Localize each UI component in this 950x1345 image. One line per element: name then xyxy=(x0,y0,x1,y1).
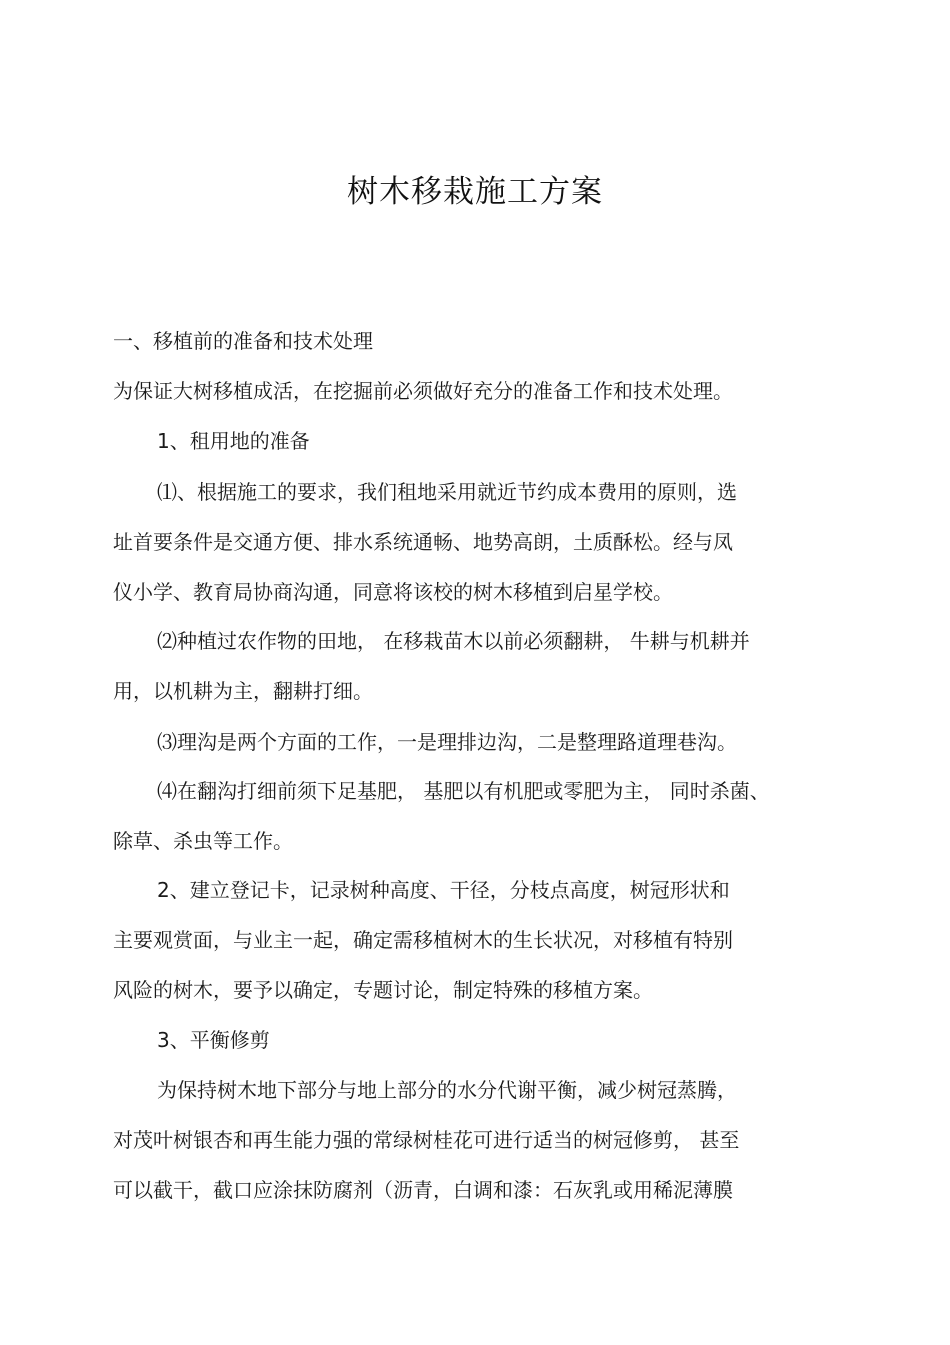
paragraph-line: ⑴、根据施工的要求，我们租地采用就近节约成本费用的原则，选 xyxy=(157,480,737,504)
paragraph-line: ⑷在翻沟打细前须下足基肥， 基肥以有机肥或零肥为主， 同时杀菌、 xyxy=(157,779,770,803)
paragraph-line: 除草、杀虫等工作。 xyxy=(113,829,293,853)
section-heading: 一、移植前的准备和技术处理 xyxy=(113,329,373,353)
paragraph-line: 可以截干，截口应涂抹防腐剂（沥青，白调和漆：石灰乳或用稀泥薄膜 xyxy=(113,1178,733,1202)
paragraph-line: 址首要条件是交通方便、排水系统通畅、地势高朗，土质酥松。经与凤 xyxy=(113,530,733,554)
paragraph-line: 用，以机耕为主，翻耕打细。 xyxy=(113,679,373,703)
paragraph-line: ⑵种植过农作物的田地， 在移栽苗木以前必须翻耕， 牛耕与机耕并 xyxy=(157,629,750,653)
paragraph-line: 对茂叶树银杏和再生能力强的常绿树桂花可进行适当的树冠修剪， 甚至 xyxy=(113,1128,740,1152)
subsection-heading: 3、平衡修剪 xyxy=(157,1028,270,1052)
paragraph-line: 仪小学、教育局协商沟通，同意将该校的树木移植到启星学校。 xyxy=(113,580,673,604)
paragraph-line: 为保持树木地下部分与地上部分的水分代谢平衡，减少树冠蒸腾， xyxy=(157,1078,737,1102)
document-title: 树木移栽施工方案 xyxy=(347,174,603,210)
paragraph-line: 2、建立登记卡，记录树种高度、干径，分枝点高度，树冠形状和 xyxy=(157,878,730,902)
paragraph-line: 为保证大树移植成活，在挖掘前必须做好充分的准备工作和技术处理。 xyxy=(113,379,733,403)
subsection-heading: 1、租用地的准备 xyxy=(157,429,310,453)
paragraph-line: 主要观赏面，与业主一起，确定需移植树木的生长状况，对移植有特别 xyxy=(113,928,733,952)
paragraph-line: 风险的树木，要予以确定，专题讨论，制定特殊的移植方案。 xyxy=(113,978,653,1002)
paragraph-line: ⑶理沟是两个方面的工作，一是理排边沟，二是整理路道理巷沟。 xyxy=(157,730,737,754)
